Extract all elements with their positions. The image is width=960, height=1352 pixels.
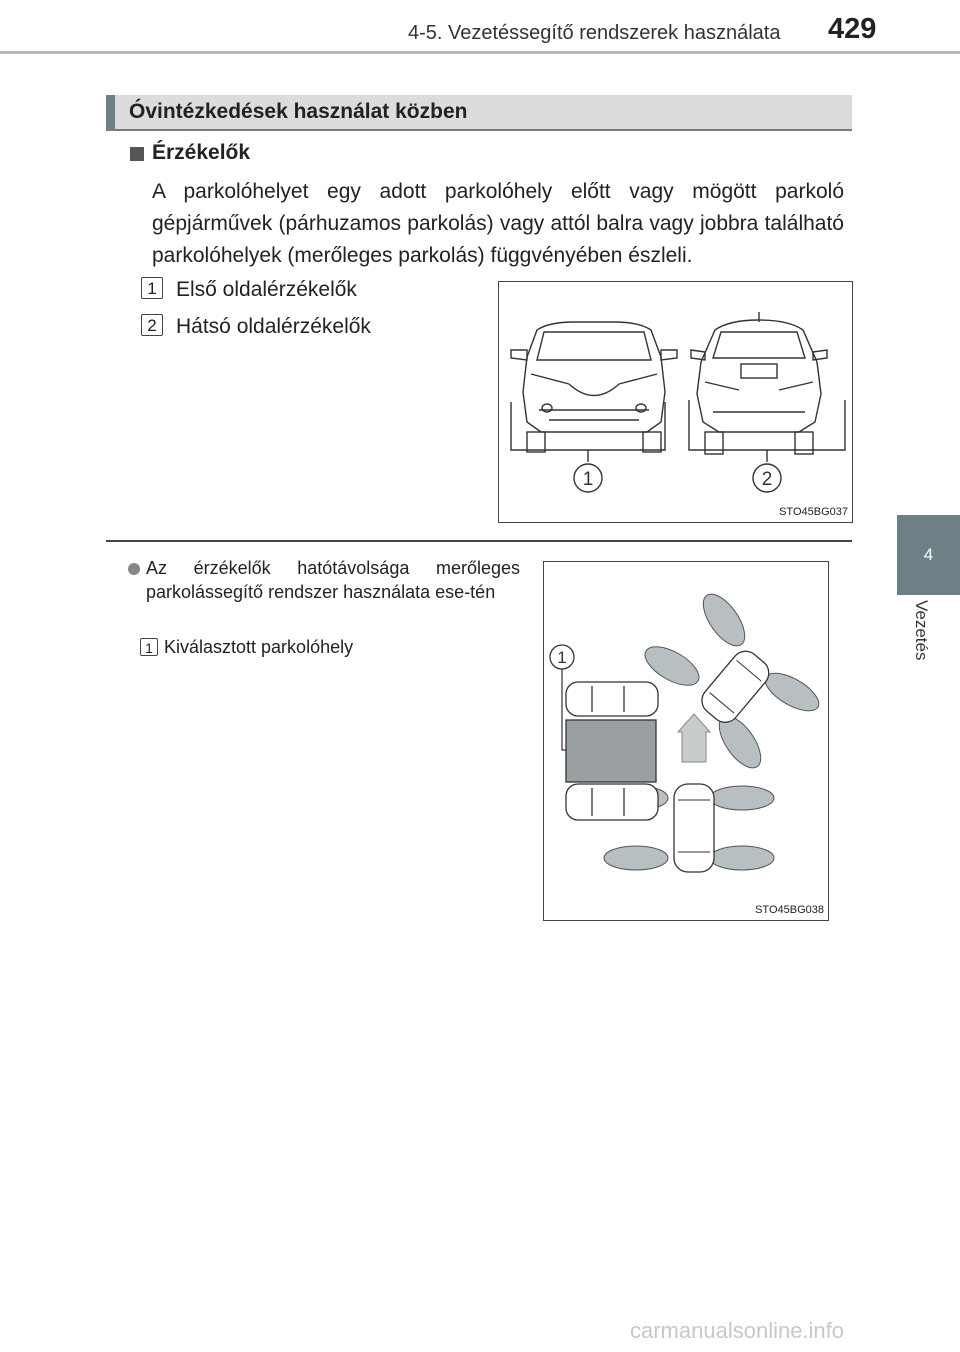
bullet-text: Az érzékelők hatótávolsága merőleges parkolássegítő rendszer használata ese-tén xyxy=(146,558,520,602)
chapter-tab: 4 xyxy=(897,515,960,595)
round-bullet-icon xyxy=(128,563,140,575)
item-label: Hátsó oldalérzékelők xyxy=(176,315,371,338)
watermark: carmanualsonline.info xyxy=(630,1318,845,1343)
item-number: 1 xyxy=(140,638,158,656)
header-title: 4-5. Vezetéssegítő rendszerek használata xyxy=(408,22,781,44)
figure-callout: 1 xyxy=(557,648,567,667)
figure-code: STO45BG038 xyxy=(755,904,824,916)
item-number: 1 xyxy=(141,277,163,299)
chapter-label: Vezetés xyxy=(912,600,931,661)
item-number: 2 xyxy=(141,314,163,336)
divider xyxy=(106,540,852,542)
header-rule xyxy=(0,51,960,54)
figure-callout: 1 xyxy=(582,469,594,490)
parking-sensor-illustration xyxy=(544,562,828,920)
parking-figure xyxy=(543,561,829,921)
figure-callout: 2 xyxy=(761,469,773,490)
item-label: Kiválasztott parkolóhely xyxy=(164,637,354,657)
sensors-title: Érzékelők xyxy=(152,141,251,164)
section-header xyxy=(106,95,852,131)
car-front-rear-illustration xyxy=(499,282,852,522)
item-label: Első oldalérzékelők xyxy=(176,278,357,301)
figure-code: STO45BG037 xyxy=(779,506,848,518)
square-bullet-icon xyxy=(130,147,144,161)
section-title: Óvintézkedések használat közben xyxy=(129,100,468,123)
sensors-paragraph: A parkolóhelyet egy adott parkolóhely előtt vagy mögött parkoló gépjárművek (párhuzamos parkolás) vagy attól balra vagy jobbra található parkolóhelyek (merőleges parkolás) függvényében észleli. xyxy=(152,180,844,267)
sensors-figure xyxy=(498,281,853,523)
page-number: 429 xyxy=(828,13,877,45)
